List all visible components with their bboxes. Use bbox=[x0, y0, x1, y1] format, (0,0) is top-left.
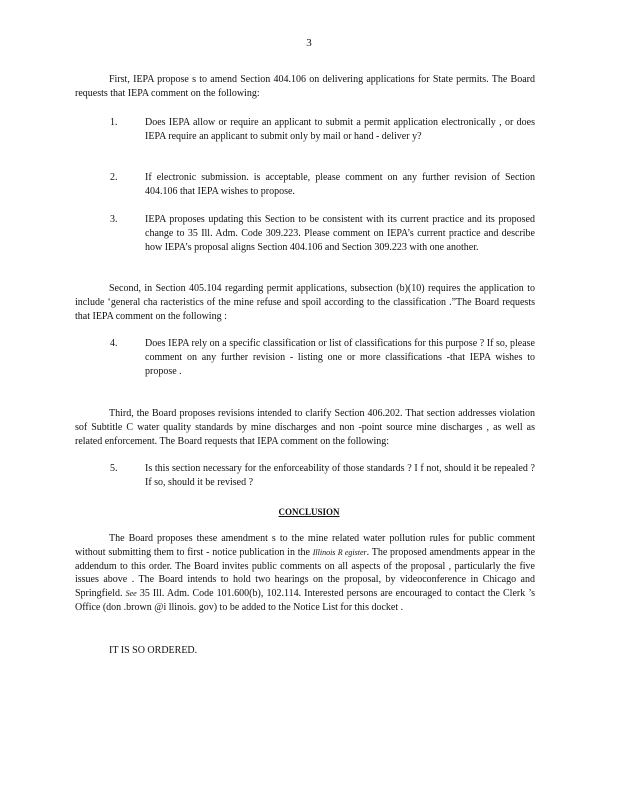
list-item-text: IEPA proposes updating this Section to be consistent with its current practice and its proposed change to 35 Ill. Adm. Code 309.223. Please comment on IEPA’s current practice and describe how IEPA’s proposal aligns Section 404.106 and Section 309.223 with one another. bbox=[145, 214, 535, 253]
list-item-number: 3. bbox=[110, 214, 118, 225]
list-item-text: Is this section necessary for the enforceability of those standards ? I f not, should it be repealed ? If so, should it be revised ? bbox=[145, 463, 535, 488]
list-item bbox=[110, 213, 535, 254]
list-item-number: 5. bbox=[110, 463, 118, 474]
citation-signal: See bbox=[125, 589, 137, 599]
list-item bbox=[110, 337, 535, 378]
conclusion-text-3: 35 Ill. Adm. Code 101.600(b), 102.114. Interested persons are encouraged to contact the Clerk ’s Office (don .brown @i llinois. gov) to be added to the Notice List for this docket . bbox=[75, 588, 536, 613]
list-item bbox=[110, 116, 535, 144]
paragraph-third: Third, the Board proposes revisions intended to clarify Section 406.202. That section addresses violation sof Subtitle C water quality standards by mine discharges and non -point source mine discharges , as well as related enforcement. The Board requests that IEPA comment on the following: bbox=[75, 408, 535, 447]
list-item-text: Does IEPA allow or require an applicant to submit a permit application electronically , or does IEPA require an applicant to submit only by mail or hand - deliver y? bbox=[145, 117, 535, 142]
paragraph-first: First, IEPA propose s to amend Section 404.106 on delivering applications for State permits. The Board requests that IEPA comment on the following: bbox=[75, 74, 535, 99]
paragraph-conclusion bbox=[75, 532, 535, 615]
register-title: Illinois R egister bbox=[312, 547, 367, 557]
list-item bbox=[110, 462, 535, 490]
list-item-number: 4. bbox=[110, 338, 118, 349]
page-number: 3 bbox=[306, 37, 312, 49]
closing-order: IT IS SO ORDERED. bbox=[109, 645, 198, 656]
conclusion-text-1: The Board proposes these amendment s to the mine related water pollution rules for public comment without submitting them to first - notice publication in the bbox=[75, 533, 535, 558]
paragraph-second: Second, in Section 405.104 regarding permit applications, subsection (b)(10) requires the application to include ‘general cha racteristics of the mine refuse and spoil according to the classification .”The Board requests that IEPA comment on the following : bbox=[75, 283, 535, 322]
list-item-number: 2. bbox=[110, 172, 118, 183]
list-item-text: Does IEPA rely on a specific classification or list of classifications for this purpose ? If so, please comment on any further revision - listing one or more classifications -that IEPA wishes to propose . bbox=[145, 338, 535, 377]
conclusion-heading: CONCLUSION bbox=[278, 507, 340, 517]
list-item-text: If electronic submission. is acceptable, please comment on any further revision of Section 404.106 that IEPA wishes to propose. bbox=[145, 172, 535, 197]
conclusion-text-2: . The proposed amendments appear in the addendum to this order. The Board invites public comments on all aspects of the proposal , particularly the five issues above . The Board intends to hold two hearings on the proposal, by videoconference in Chicago and Springfield. bbox=[75, 546, 536, 600]
list-item-number: 1. bbox=[110, 117, 118, 128]
list-item bbox=[110, 171, 535, 199]
